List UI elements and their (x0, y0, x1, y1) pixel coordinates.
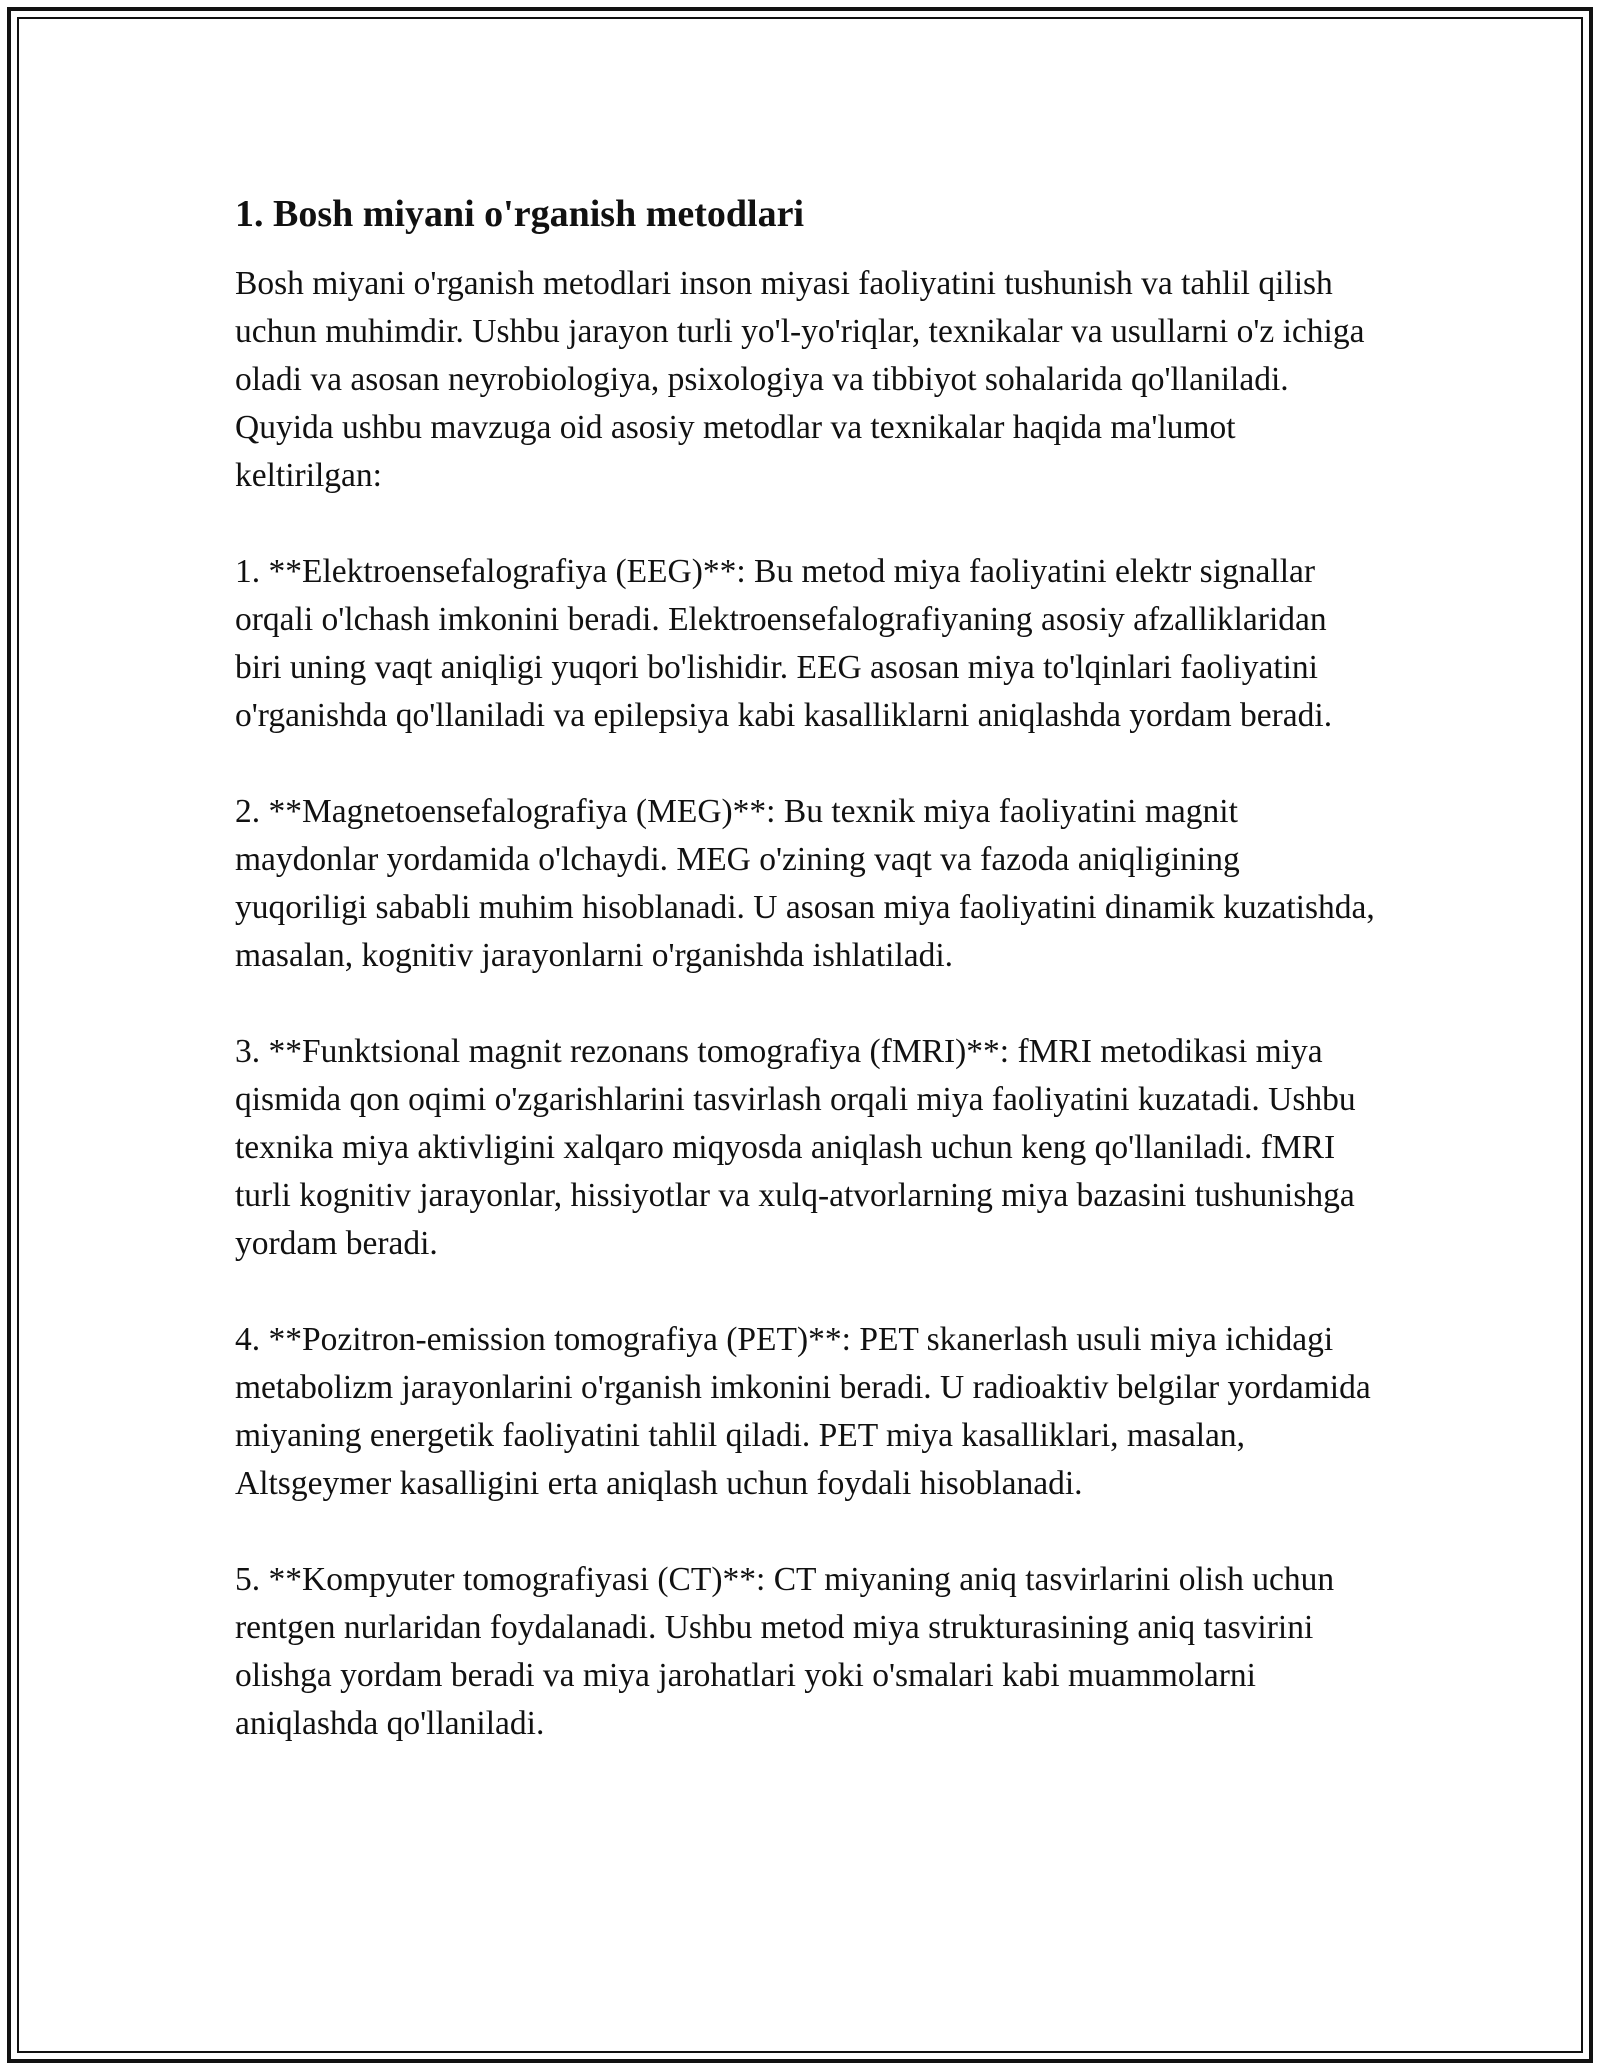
method-paragraph-pet: 4. **Pozitron-emission tomografiya (PET)**: PET skanerlash usuli miya ichidagi metabolizm jarayonlarini o'rganish imkonini beradi. U radioaktiv belgilar yordamida miyaning energetik faoliyatini tahlil qiladi. PET miya kasalliklari, masalan, Altsgeymer kasalligini erta aniqlash uchun foydali hisoblanadi. (235, 1321, 1371, 1502)
intro-paragraph: Bosh miyani o'rganish metodlari inson miyasi faoliyatini tushunish va tahlil qilish uchun muhimdir. Ushbu jarayon turli yo'l-yo'riqlar, texnikalar va usullarni o'z ichiga oladi va asosan neyrobiologiya, psixologiya va tibbiyot sohalarida qo'llaniladi. Quyida ushbu mavzuga oid asosiy metodlar va texnikalar haqida ma'lumot keltirilgan: (235, 265, 1365, 494)
method-paragraph-meg: 2. **Magnetoensefalografiya (MEG)**: Bu texnik miya faoliyatini magnit maydonlar yordamida o'lchaydi. MEG o'zining vaqt va fazoda aniqligining yuqoriligi sababli muhim hisoblanadi. U asosan miya faoliyatini dinamik kuzatishda, masalan, kognitiv jarayonlarni o'rganishda ishlatiladi. (235, 793, 1375, 974)
method-paragraph-ct: 5. **Kompyuter tomografiyasi (CT)**: CT miyaning aniq tasvirlarini olish uchun rentgen nurlaridan foydalanadi. Ushbu metod miya strukturasining aniq tasvirini olishga yordam beradi va miya jarohatlari yoki o'smalari kabi muammolarni aniqlashda qo'llaniladi. (235, 1561, 1335, 1742)
section-heading: 1. Bosh miyani o'rganish metodlari (235, 193, 804, 235)
method-paragraph-eeg: 1. **Elektroensefalografiya (EEG)**: Bu metod miya faoliyatini elektr signallar orqali o'lchash imkonini beradi. Elektroensefalografiyaning asosiy afzalliklaridan biri uning vaqt aniqligi yuqori bo'lishidir. EEG asosan miya to'lqinlari faoliyatini o'rganishda qo'llaniladi va epilepsiya kabi kasalliklarni aniqlashda yordam beradi. (235, 553, 1333, 734)
document-body (235, 190, 1375, 1796)
method-paragraph-fmri: 3. **Funktsional magnit rezonans tomografiya (fMRI)**: fMRI metodikasi miya qismida qon oqimi o'zgarishlarini tasvirlash orqali miya faoliyatini kuzatadi. Ushbu texnika miya aktivligini xalqaro miqyosda aniqlash uchun keng qo'llaniladi. fMRI turli kognitiv jarayonlar, hissiyotlar va xulq-atvorlarning miya bazasini tushunishga yordam beradi. (235, 1033, 1356, 1262)
